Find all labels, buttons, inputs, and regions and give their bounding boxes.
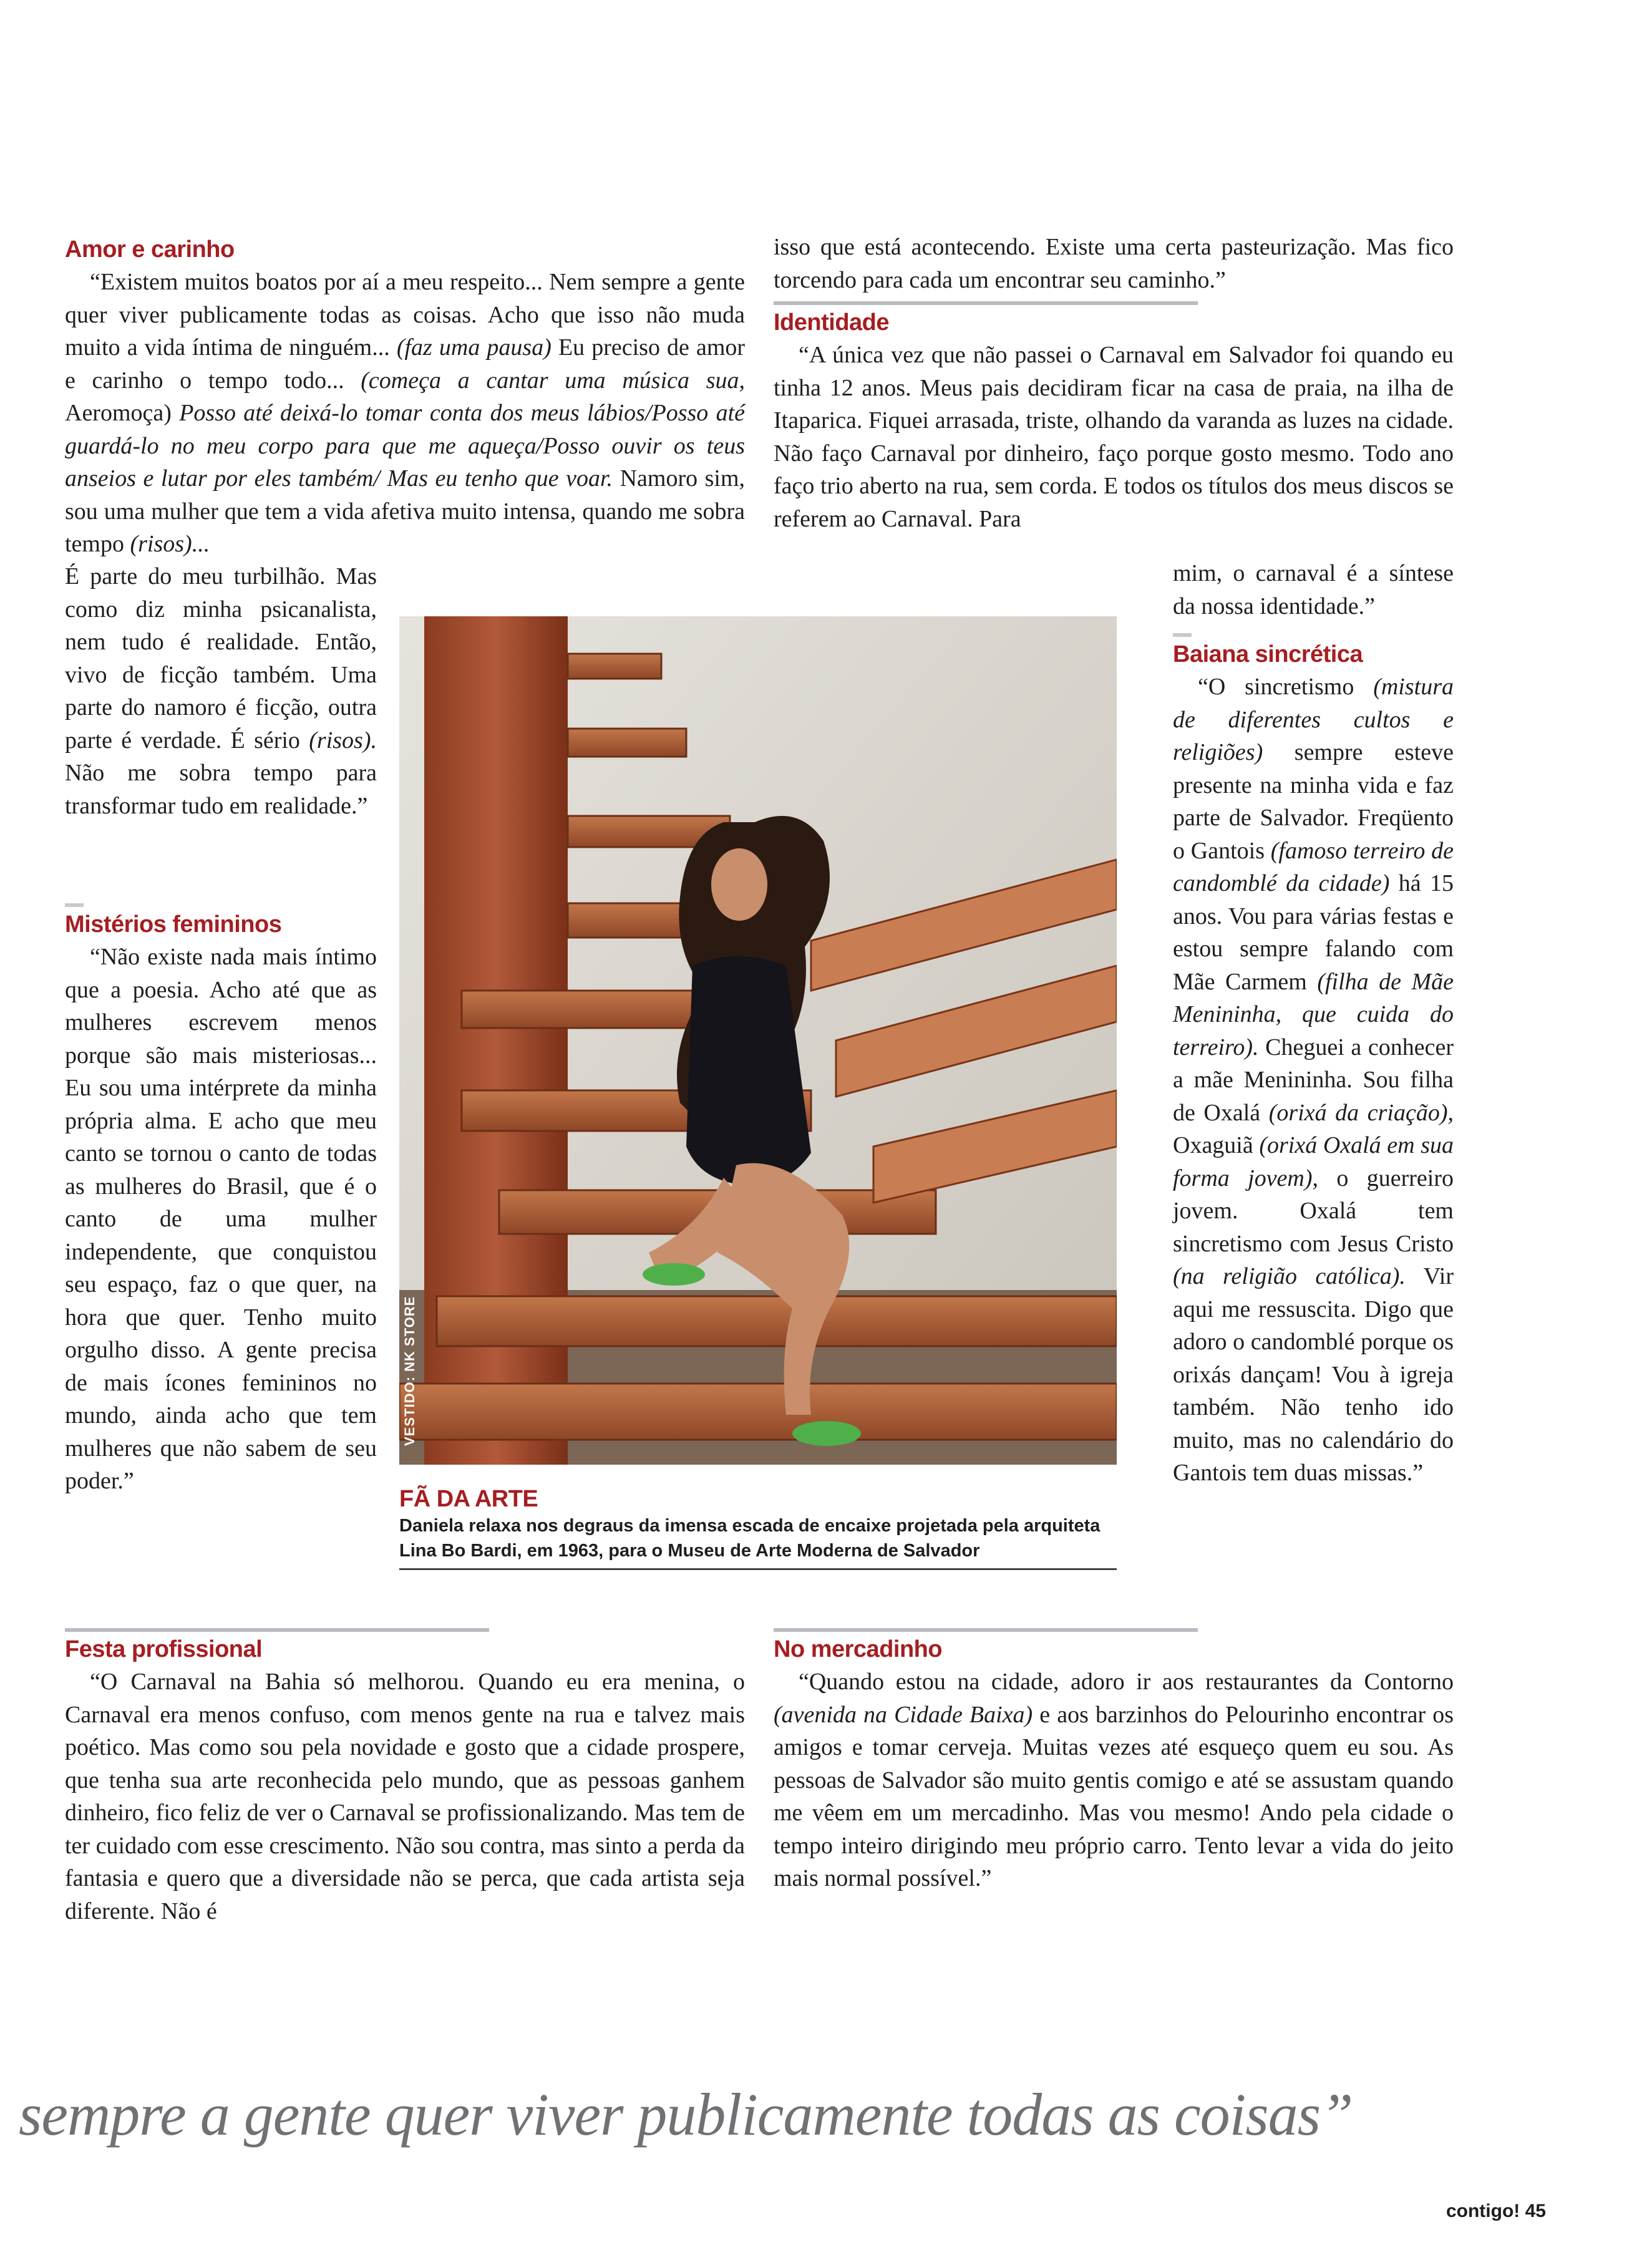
section-rule-festa	[65, 1628, 489, 1632]
section-misterios	[65, 903, 377, 1498]
section-amor-body	[65, 266, 745, 561]
section-rule-identidade	[774, 301, 1198, 305]
photo-credit: VESTIDO: NK STORE	[402, 1296, 417, 1446]
baiana-paragraph: “O sincretismo (mistura de diferentes cultos e religiões) sempre esteve presente na minha vida e faz parte de Salvador. Freqüento o Gantois (famoso terreiro de candomblé da cidade) há 15 anos. Vou para várias festas e estou sempre falando com Mãe Carmem (filha de Mãe Menininha, que cuida do terreiro). Cheguei a conhecer a mãe Menininha. Sou filha de Oxalá (orixá da criação), Oxaguiã (orixá Oxalá em sua forma jovem), o guerreiro jovem. Oxalá tem sincretismo com Jesus Cristo (na religião católica). Vir aqui me ressuscita. Digo que adoro o candomblé porque os orixás dançam! Vou à igreja também. Não tenho ido muito, mas no calendário do Gantois tem duas missas.”	[1173, 674, 1454, 1486]
section-rule-mercadinho	[774, 1628, 1198, 1632]
section-heading-misterios: Mistérios femininos	[65, 911, 282, 938]
section-heading-amor: Amor e carinho	[65, 236, 235, 263]
caption-text: Daniela relaxa nos degraus da imensa escada de encaixe projetada pela arquiteta Lina Bo Bardi, em 1963, para o Museu de Arte Moderna de Salvador	[399, 1516, 1101, 1561]
section-heading-mercadinho: No mercadinho	[774, 1636, 943, 1662]
section-amor-narrow-text	[65, 560, 377, 822]
caption-rule	[399, 1568, 1117, 1570]
section-baiana	[1173, 633, 1454, 1490]
amor-paragraph: “Existem muitos boatos por aí a meu respeito... Nem sempre a gente quer viver publicamente todas as coisas. Acho que isso não muda muito a vida íntima de ninguém... (faz uma pausa) Eu preciso de amor e carinho o tempo todo... (começa a cantar uma música sua, Aeromoça) Posso até deixá-lo tomar conta dos meus lábios/Posso até guardá-lo no meu corpo para que me aqueça/Posso ouvir os teus anseios e lutar por eles também/ Mas eu tenho que voar. Namoro sim, sou uma mulher que tem a vida afetiva muito intensa, quando me sobra tempo (risos)...	[65, 269, 746, 557]
festa-paragraph: “O Carnaval na Bahia só melhorou. Quando eu era menina, o Carnaval era menos confuso, com menos gente na rua e talvez mais poético. Mas como sou pela novidade e gosto que a cidade prospere, que tenha sua arte reconhecida pelo mundo, que as pessoas ganhem dinheiro, fico feliz de ver o Carnaval se profissionalizando. Mas tem de ter cuidado com esse crescimento. Não sou contra, mas sinto a perda da fantasia e quero que a diversidade não se perca, que cada artista seja diferente. Não é	[65, 1669, 745, 1924]
page-folio	[1446, 2201, 1546, 2222]
photo-illustration	[399, 616, 1117, 1465]
section-heading-festa: Festa profissional	[65, 1636, 263, 1662]
section-heading-baiana: Baiana sincrética	[1173, 641, 1363, 667]
page-number: 45	[1525, 2201, 1546, 2221]
misterios-paragraph: “Não existe nada mais íntimo que a poesia. Acho até que as mulheres escrevem menos porque são mais misteriosas... Eu sou uma intérprete da minha própria alma. E acho que meu canto se tornou o canto de todas as mulheres do Brasil, que é o canto de uma mulher independente, que conquistou seu espaço, faz o que quer, na hora que quer. Tenho muito orgulho disso. A gente precisa de mais ícones femininos no mundo, ainda acho que tem mulheres que não sabem de seu poder.”	[65, 944, 377, 1494]
mercadinho-paragraph: “Quando estou na cidade, adoro ir aos restaurantes da Contorno (avenida na Cidade Baixa) e aos barzinhos do Pelourinho encontrar os amigos e tomar cerveja. Muitas vezes até esqueço quem eu sou. As pessoas de Salvador são muito gentis comigo e até se assustam quando me vêem em um mercadinho. Mas vou mesmo! Ando pela cidade o tempo inteiro dirigindo meu próprio carro. Tento levar a vida do jeito mais normal possível.”	[774, 1669, 1454, 1891]
column-left-upper	[65, 233, 745, 266]
festa-continuation: isso que está acontecendo. Existe uma certa pasteurização. Mas fico torcendo para cada um encontrar seu caminho.”	[774, 234, 1454, 293]
heading-tab-rule	[65, 903, 84, 907]
magazine-name: contigo!	[1446, 2201, 1520, 2221]
caption-title: FÃ DA ARTE	[399, 1486, 538, 1512]
section-mercadinho	[774, 1628, 1454, 1895]
identidade-end-text: mim, o carnaval é a síntese da nossa identidade.”	[1173, 560, 1454, 619]
heading-tab-rule	[1173, 633, 1192, 637]
section-heading-identidade: Identidade	[774, 309, 890, 336]
pull-quote: sempre a gente quer viver publicamente todas as coisas”	[19, 2081, 1353, 2148]
identidade-paragraph: “A única vez que não passei o Carnaval em Salvador foi quando eu tinha 12 anos. Meus pais decidiram ficar na casa de praia, na ilha de Itaparica. Fiquei arrasada, triste, olhando da varanda as luzes na cidade. Não faço Carnaval por dinheiro, faço porque gosto mesmo. Todo ano faço trio aberto na rua, sem corda. E todos os títulos dos meus discos se referem ao Carnaval. Para	[774, 342, 1454, 532]
identidade-end	[1173, 557, 1454, 623]
section-festa	[65, 1628, 745, 1928]
photo-caption	[399, 1485, 1117, 1570]
amor-narrow-paragraph: É parte do meu turbilhão. Mas como diz minha psicanalista, nem tudo é realidade. Então, vivo de ficção também. Uma parte do namoro é ficção, outra parte é verdade. É sério (risos). Não me sobra tempo para transformar tudo em realidade.”	[65, 563, 377, 819]
article-photo	[399, 616, 1117, 1465]
column-right-upper	[774, 231, 1454, 535]
